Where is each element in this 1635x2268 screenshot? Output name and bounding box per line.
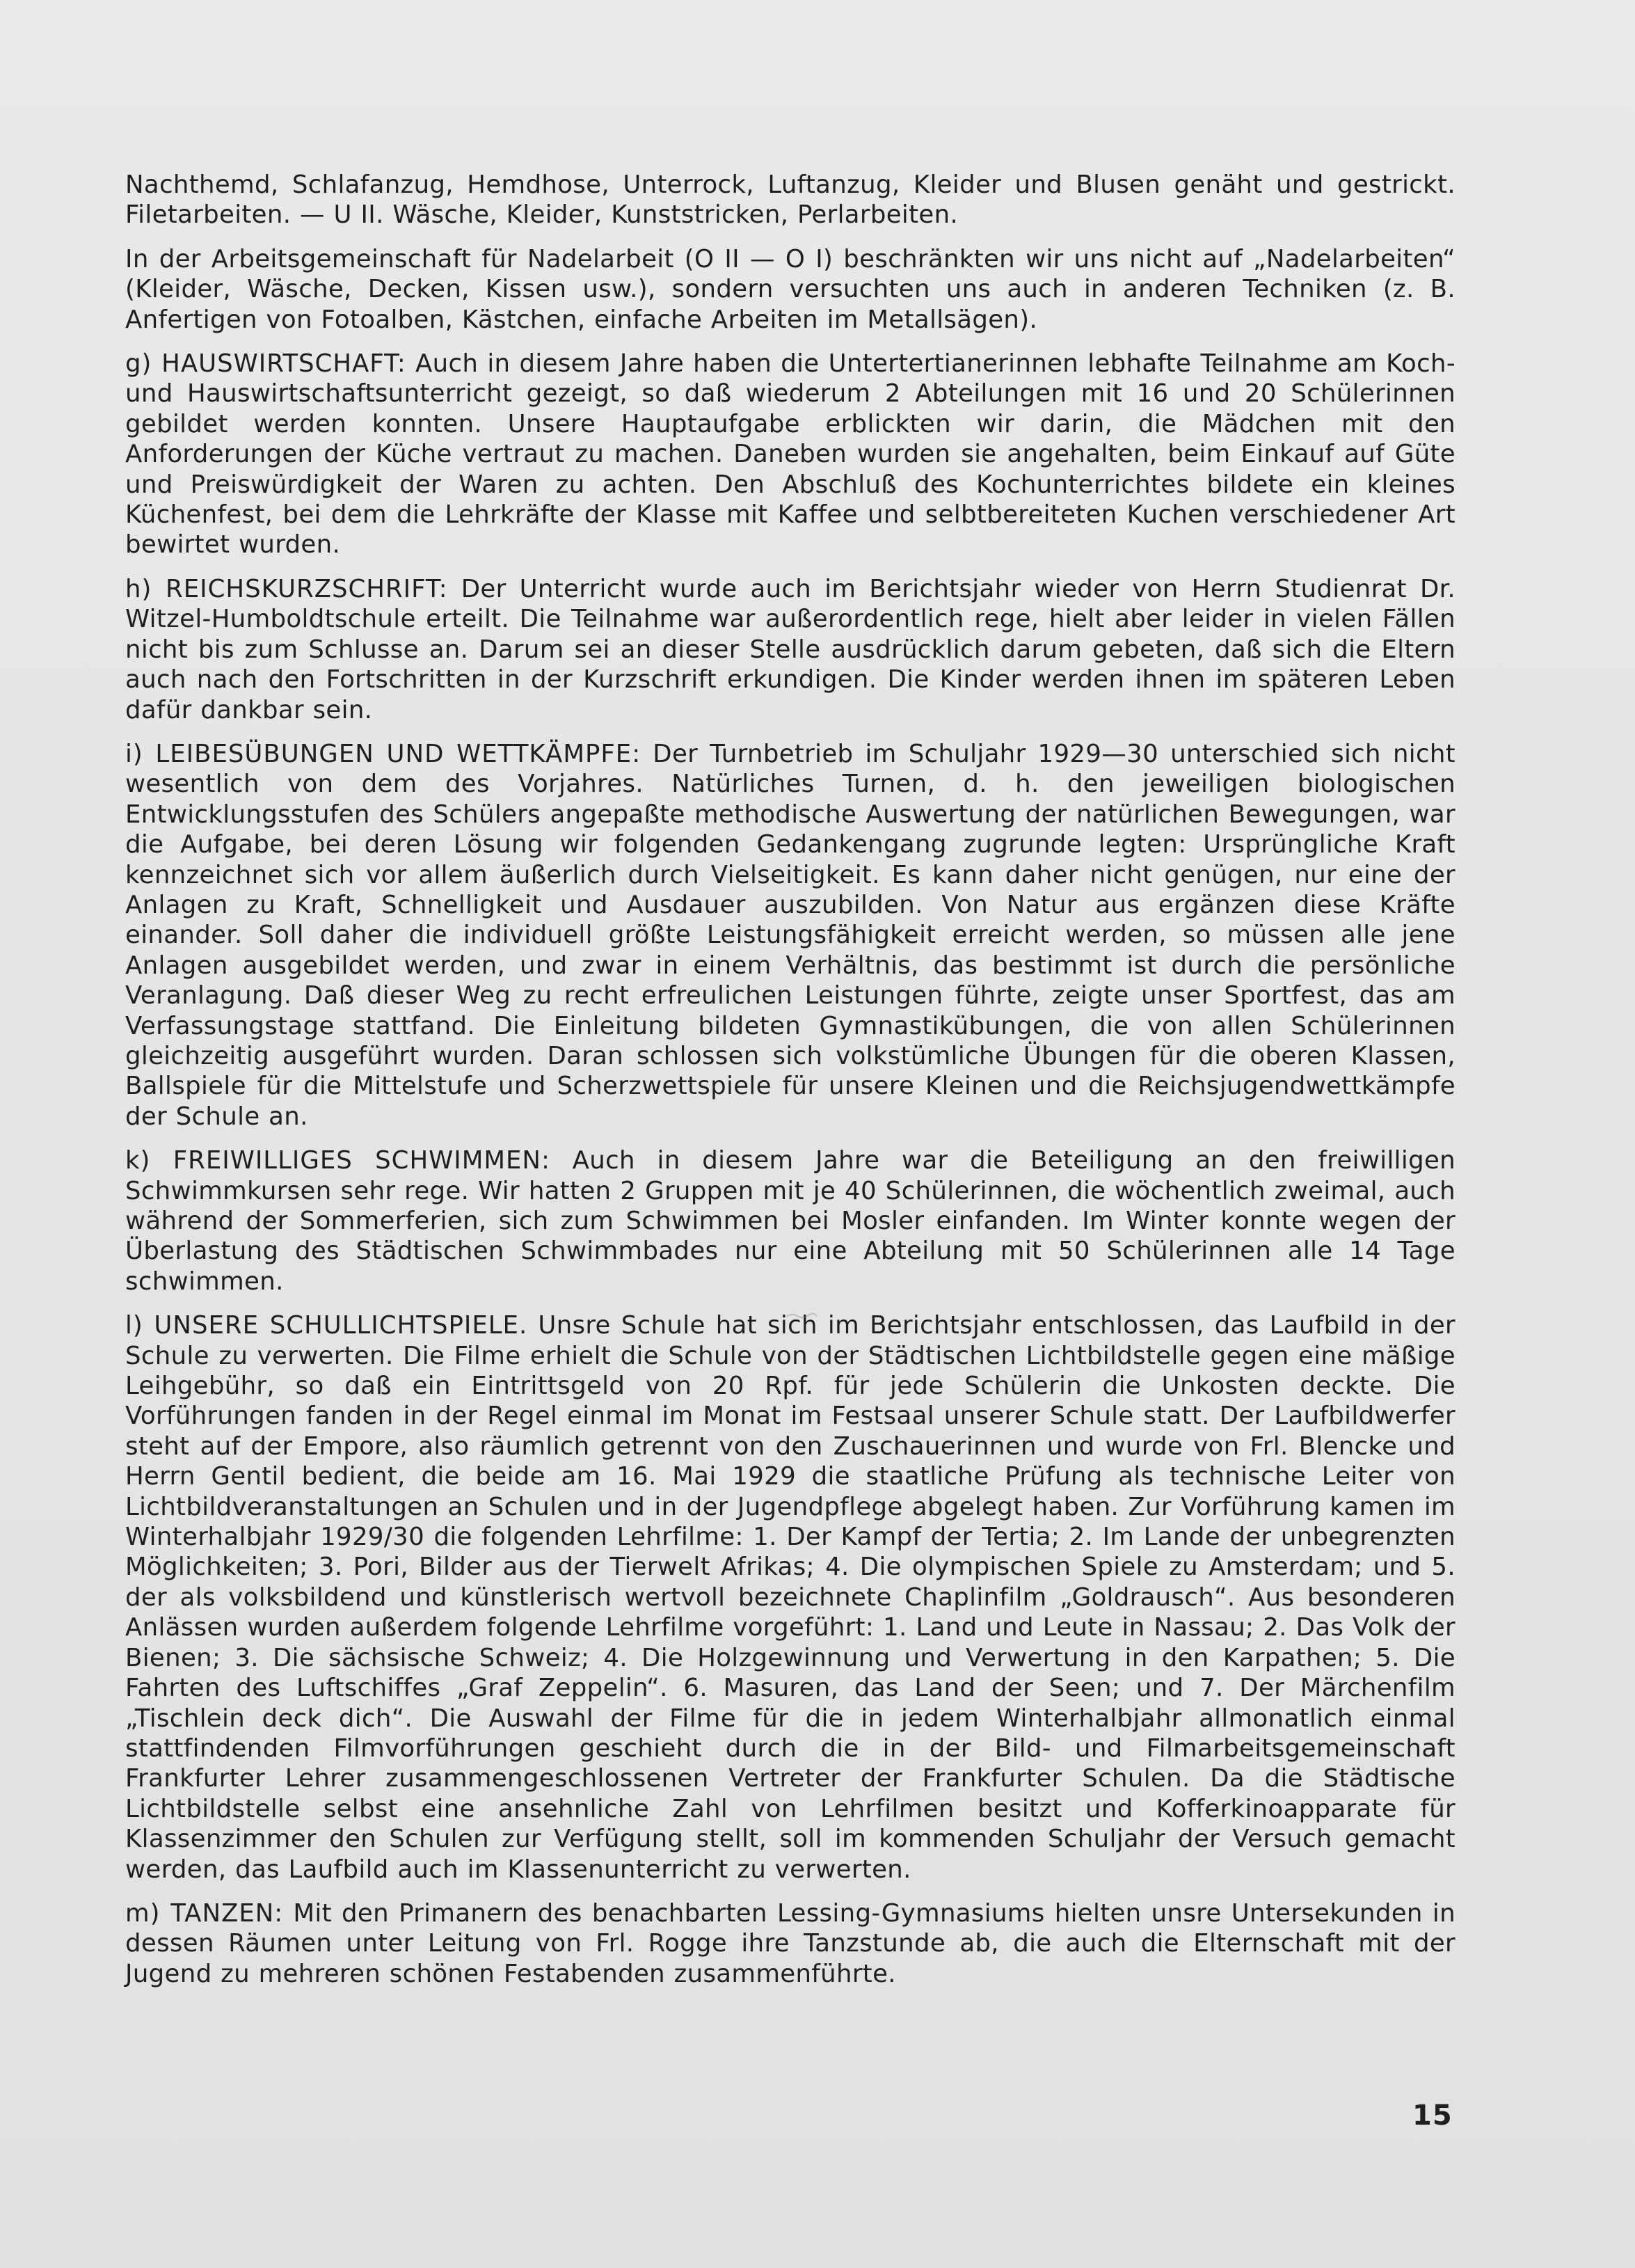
paragraph-arbeitsgemeinschaft [125,244,1455,335]
section-title: h) REICHSKURZSCHRIFT: [125,574,448,603]
section-title: i) LEIBESÜBUNGEN UND WETTKÄMPFE: [125,739,641,768]
paragraph-text: Auch in diesem Jahre haben die Untertertianerinnen lebhafte Teilnahme am Koch- und Hauswirtschaftsunterricht gezeigt, so daß wiederum 2 Abteilungen mit 16 und 20 Schülerinnen gebildet werden konnten. Unsere Hauptaufgabe erblickten wir darin, die Mädchen mit den Anforderungen der Küche vertraut zu machen. Daneben wurden sie angehalten, beim Einkauf auf Güte und Preiswürdigkeit der Waren zu achten. Den Abschluß des Kochunterrichtes bildete ein kleines Küchenfest, bei dem die Lehrkräfte der Klasse mit Kaffee und selbtbereiteten Kuchen verschiedener Art bewirtet wurden. [125,349,1455,560]
ink-smudge [785,1311,818,1321]
paragraph-leibesuebungen [125,739,1455,1132]
paragraph-text: Unsre Schule hat sich im Berichtsjahr entschlossen, das Laufbild in der Schule zu verwerten. Die Filme erhielt die Schule von der Städtischen Lichtbildstelle gegen eine mäßige Leihgebühr, so daß ein Eintrittsgeld von 20 Rpf. für jede Schülerin die Unkosten deckte. Die Vorführungen fanden in der Regel einmal im Monat im Festsaal unserer Schule statt. Der Laufbildwerfer steht auf der Empore, also räumlich getrennt von den Zuschauerinnen und wurde von Frl. Blencke und Herrn Gentil bedient, die beide am 16. Mai 1929 die staatliche Prüfung als technische Leiter von Lichtbildveranstaltungen an Schulen und in der Jugendpflege abgelegt haben. Zur Vorführung kamen im Winterhalbjahr 1929/30 die folgenden Lehrfilme: 1. Der Kampf der Tertia; 2. Im Lande der unbegrenzten Möglichkeiten; 3. Pori, Bilder aus der Tierwelt Afrikas; 4. Die olympischen Spiele zu Amsterdam; und 5. der als volksbildend und künstlerisch wertvoll bezeichnete Chaplinfilm „Goldrausch“. Aus besonderen Anlässen wurden außerdem folgende Lehrfilme vorgeführt: 1. Land und Leute in Nassau; 2. Das Volk der Bienen; 3. Die sächsische Schweiz; 4. Die Holzgewinnung und Verwertung in den Karpathen; 5. Die Fahrten des Luftschiffes „Graf Zeppelin“. 6. Masuren, das Land der Seen; und 7. Der Märchenfilm „Tischlein deck dich“. Die Auswahl der Filme für die in jedem Winterhalbjahr allmonatlich einmal stattfindenden Filmvorführungen geschieht durch die in der Bild- und Filmarbeitsgemeinschaft Frankfurter Lehrer zusammengeschlossenen Vertreter der Frankfurter Schulen. Da die Städtische Lichtbildstelle selbst eine ansehnliche Zahl von Lehrfilmen besitzt und Kofferkinoapparate für Klassenzimmer den Schulen zur Verfügung stellt, soll im kommenden Schuljahr der Versuch gemacht werden, das Laufbild auch im Klassenunterricht zu verwerten. [125,1311,1455,1884]
paragraph-text: Auch in diesem Jahre war die Beteiligung an den freiwilligen Schwimmkursen sehr rege. Wir hatten 2 Gruppen mit je 40 Schülerinnen, die wöchentlich zweimal, auch während der Sommerferien, sich zum Schwimmen bei Mosler einfanden. Im Winter konnte wegen der Überlastung des Städtischen Schwimmbades nur eine Abteilung mit 50 Schülerinnen alle 14 Tage schwimmen. [125,1146,1456,1296]
paragraph-text: Mit den Primanern des benachbarten Lessing-Gymnasiums hielten unsre Untersekunden in dessen Räumen unter Leitung von Frl. Rogge ihre Tanzstunde ab, die auch die Elternschaft mit der Jugend zu mehreren schönen Festabenden zusammenführte. [125,1898,1455,1988]
paragraph-text: Der Turnbetrieb im Schuljahr 1929—30 unterschied sich nicht wesentlich von dem des Vorjahres. Natürliches Turnen, d. h. den jeweiligen biologischen Entwicklungsstufen des Schülers angepaßte methodische Auswertung der natürlichen Bewegungen, war die Aufgabe, bei deren Lösung wir folgenden Gedankengang zugrunde legten: Ursprüngliche Kraft kennzeichnet sich vor allem äußerlich durch Vielseitigkeit. Es kann daher nicht genügen, nur eine der Anlagen zu Kraft, Schnelligkeit und Ausdauer auszubilden. Von Natur aus ergänzen diese Kräfte einander. Soll daher die individuell größte Leistungsfähigkeit erreicht werden, so müssen alle jene Anlagen ausgebildet werden, und zwar in einem Verhältnis, das bestimmt ist durch die persönliche Veranlagung. Daß dieser Weg zu recht erfreulichen Leistungen führte, zeigte unser Sportfest, das am Verfassungstage stattfand. Die Einleitung bildeten Gymnastikübungen, die von allen Schülerinnen gleichzeitig ausgeführt wurden. Daran schlossen sich volkstümliche Übungen für die oberen Klassen, Ballspiele für die Mittelstufe und Scherzwettspiele für unsere Kleinen und die Reichsjugendwettkämpfe der Schule an. [125,739,1455,1131]
paragraph-text: In der Arbeitsgemeinschaft für Nadelarbeit (O II — O I) beschränkten wir uns nicht auf „Nadelarbeiten“ (Kleider, Wäsche, Decken, Kissen usw.), sondern versuchten uns auch in anderen Techniken (z. B. Anfertigen von Fotoalben, Kästchen, einfache Arbeiten im Metallsägen). [125,244,1455,334]
section-title: k) FREIWILLIGES SCHWIMMEN: [125,1146,550,1175]
paragraph-tanzen [125,1898,1455,1989]
paragraph-naeharbeiten [125,170,1455,230]
section-title: l) UNSERE SCHULLICHTSPIELE. [125,1311,528,1340]
paragraph-reichskurzschrift [125,574,1455,725]
paragraph-text: Nachthemd, Schlafanzug, Hemdhose, Unterrock, Luftanzug, Kleider und Blusen genäht und gestrickt. Filetarbeiten. — U II. Wäsche, Kleider, Kunststricken, Perlarbeiten. [125,171,1455,230]
paragraph-schwimmen [125,1145,1455,1296]
paragraph-text: Der Unterricht wurde auch im Berichtsjahr wieder von Herrn Studienrat Dr. Witzel-Humboldtschule erteilt. Die Teilnahme war außerordentlich rege, hielt aber leider in vielen Fällen nicht bis zum Schlusse an. Darum sei an dieser Stelle ausdrücklich darum gebeten, daß sich die Eltern auch nach den Fortschritten in der Kurzschrift erkundigen. Die Kinder werden ihnen im späteren Leben dafür dankbar sein. [125,574,1455,724]
page-number: 15 [1412,2100,1453,2132]
section-title: g) HAUSWIRTSCHAFT: [125,349,406,379]
paragraph-hauswirtschaft [125,349,1455,560]
section-title: m) TANZEN: [125,1898,284,1928]
body-text [125,170,1455,2003]
paragraph-schullichtspiele [125,1310,1455,1885]
